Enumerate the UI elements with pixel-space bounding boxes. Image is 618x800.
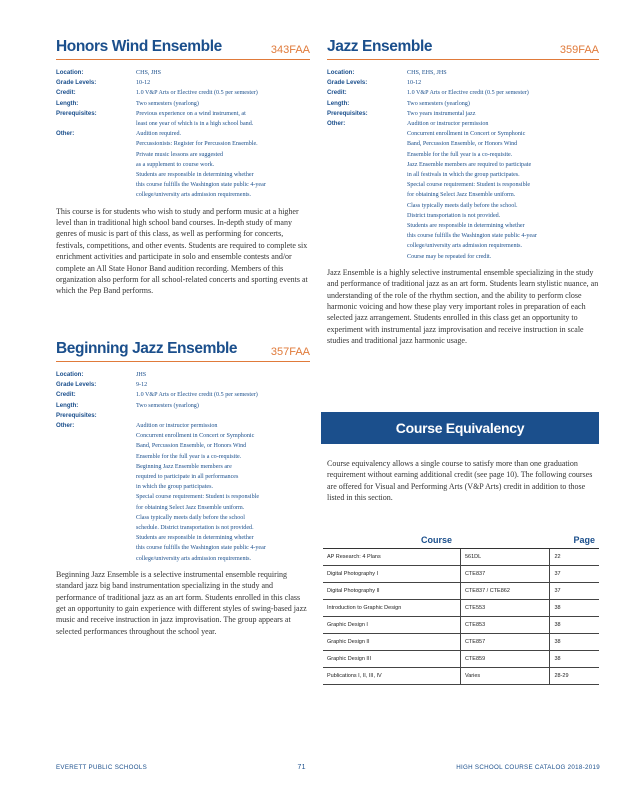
info-line: least one year of which is in a high school band.: [136, 121, 254, 128]
location-label: Location:: [327, 69, 355, 76]
info-line: Jazz Ensemble members are required to participate: [407, 161, 532, 168]
page-cell: 38: [550, 600, 599, 617]
length-label: Length:: [56, 99, 79, 107]
grades-label: Grade Levels:: [56, 381, 97, 389]
left-column-lower: [56, 340, 310, 637]
other-value: [136, 421, 266, 564]
course-description: Beginning Jazz Ensemble is a selective instrumental ensemble requiring standard jazz big band instrumentation specializing in the study and performance of traditional jazz as an art form. Students enrolled in this class get an opportunity to gain experience with different styles of swing-based jazz music and receive instruction in jazz improvisation. The group appears at selected performances throughout the school year.: [56, 569, 307, 636]
info-line: for obtaining Select Jazz Ensemble uniform.: [407, 192, 516, 199]
info-line: Ensemble for the full year is a co-requisite.: [136, 453, 242, 460]
course-code-cell: CTE553: [460, 600, 550, 617]
page-cell: 38: [550, 634, 599, 651]
page-cell: 37: [550, 583, 599, 600]
length-label: Length:: [327, 99, 350, 107]
length-value: Two semesters (yearlong): [407, 100, 470, 107]
length-label: Length:: [56, 401, 79, 409]
honors-wind-header: [56, 38, 310, 60]
course-name: AP Research: 4 Plans: [323, 549, 460, 566]
other-value: [136, 129, 266, 200]
course-equivalency-banner: Course Equivalency: [321, 412, 599, 444]
grades-label: Grade Levels:: [56, 79, 97, 87]
course-title: Honors Wind Ensemble: [56, 38, 222, 55]
info-line: required to participate in all performances: [136, 474, 239, 481]
prereq-label: Prerequisites:: [56, 109, 97, 117]
info-line: Two years instrumental jazz: [407, 110, 476, 117]
info-line: Previous experience on a wind instrument, at: [136, 110, 246, 117]
footer-school-name: EVERETT PUBLIC SCHOOLS: [56, 764, 148, 771]
table-row: [323, 617, 599, 634]
course-code-cell: CTE859: [460, 651, 550, 668]
page-cell: 38: [550, 651, 599, 668]
table-row: [323, 651, 599, 668]
course-name: Graphic Design II: [323, 634, 460, 651]
page-cell: 22: [550, 549, 599, 566]
info-line: District transportation is not provided.: [407, 212, 501, 219]
course-code-cell: CTE857: [460, 634, 550, 651]
credit-label: Credit:: [56, 89, 76, 97]
beginning-jazz-header: [56, 340, 310, 362]
course-code: 343FAA: [270, 44, 310, 56]
course-name: Graphic Design I: [323, 617, 460, 634]
info-line: Percussionists: Register for Percussion Ensemble.: [136, 141, 258, 148]
jazz-ensemble-info: [327, 68, 537, 262]
length-value: Two semesters (yearlong): [136, 100, 199, 107]
honors-wind-info: [56, 68, 266, 201]
info-line: Class typically meets daily before the school.: [407, 202, 518, 209]
footer-catalog-title: HIGH SCHOOL COURSE CATALOG 2018-2019: [456, 764, 600, 771]
info-line: Concurrent enrollment in Concert or Symphonic: [407, 131, 526, 138]
credit-value: 1.0 V&P Arts or Elective credit (0.5 per semester): [136, 392, 258, 399]
length-value: Two semesters (yearlong): [136, 402, 199, 409]
info-line: as a supplement to course work.: [136, 161, 215, 168]
info-line: Students are responsible in determining whether: [136, 535, 254, 542]
course-code: 359FAA: [559, 44, 599, 56]
info-line: Ensemble for the full year is a co-requisite.: [407, 151, 513, 158]
course-name: Digital Photography I: [323, 566, 460, 583]
prereq-value: [407, 109, 537, 119]
table-row: [323, 583, 599, 600]
course-column-header: Course: [323, 532, 550, 549]
table-row: [323, 600, 599, 617]
right-column: [327, 38, 599, 347]
equivalency-description: Course equivalency allows a single course to satisfy more than one graduation requirement without earning additional credit (see page 10). The following courses are offered for Visual and Performing Arts (V&P Arts) credit in addition to those listed in this section.: [327, 459, 593, 503]
prereq-label: Prerequisites:: [56, 411, 97, 419]
info-line: Audition or instructor permission: [407, 121, 489, 128]
credit-value: 1.0 V&P Arts or Elective credit (0.5 per semester): [407, 90, 529, 97]
course-name: Publications I, II, III, IV: [323, 668, 460, 685]
course-name: Digital Photography II: [323, 583, 460, 600]
info-line: [136, 411, 266, 421]
other-value: [407, 119, 537, 262]
course-title: Jazz Ensemble: [327, 38, 433, 55]
course-description: This course is for students who wish to study and perform music at a higher level than in traditional high school band courses. In-depth study of many genres of music is part of this class, as well as performing for concerts, festivals, competitions, and other events. Students are required to complete six enrichment activities and participate in solo and ensemble contests and/or complete an All State Honor Band audition recording. Members of this organization also perform for all school-related concerts and sporting events at which the Pep Band performs.: [56, 206, 308, 296]
course-name: Introduction to Graphic Design: [323, 600, 460, 617]
info-line: Concurrent enrollment in Concert or Symphonic: [136, 433, 255, 440]
credit-label: Credit:: [56, 391, 76, 399]
jazz-ensemble-header: [327, 38, 599, 60]
footer-page-number: 71: [297, 764, 306, 771]
prereq-value: [136, 411, 266, 421]
course-code-cell: CTE837: [460, 566, 550, 583]
info-line: Band, Percussion Ensemble, or Honors Wind: [407, 141, 518, 148]
course-title: Beginning Jazz Ensemble: [56, 340, 238, 357]
beginning-jazz-info: [56, 370, 266, 564]
table-row: [323, 566, 599, 583]
info-line: college/university arts admission requirements.: [136, 192, 252, 199]
grades-value: 10-12: [136, 80, 151, 87]
info-line: Audition required.: [136, 131, 182, 138]
info-line: Audition or instructor permission: [136, 423, 218, 430]
location-label: Location:: [56, 69, 84, 76]
page-cell: 37: [550, 566, 599, 583]
info-line: college/university arts admission requirements.: [407, 243, 523, 250]
info-line: in all festivals in which the group participates.: [407, 172, 520, 179]
info-line: Beginning Jazz Ensemble members are: [136, 463, 232, 470]
course-code-cell: Varies: [460, 668, 550, 685]
location-label: Location:: [56, 371, 84, 378]
info-line: college/university arts admission requirements.: [136, 555, 252, 562]
course-name: Graphic Design III: [323, 651, 460, 668]
table-row: [323, 549, 599, 566]
location-value: CHS, EHS, JHS: [407, 70, 447, 76]
credit-value: 1.0 V&P Arts or Elective credit (0.5 per semester): [136, 90, 258, 97]
info-line: schedule. District transportation is not provided.: [136, 525, 254, 532]
info-line: Students are responsible in determining whether: [407, 223, 525, 230]
info-line: Students are responsible in determining whether: [136, 172, 254, 179]
equivalency-table: [323, 532, 599, 685]
course-description: Jazz Ensemble is a highly selective instrumental ensemble specializing in the study and performance of traditional jazz as an art form. Students learn stylistic nuance, an understanding of the role of the rhythm section, and the ability to perform close harmonic voicing and how these play very important roles in preparation of each selected jazz arrangement. Students enrolled in this class get an opportunity to experiment with instrumental jazz improvisation and receive instruction in scale studies and traditional jazz harmonic usage.: [327, 267, 599, 346]
other-label: Other:: [56, 422, 75, 430]
info-line: Private music lessons are suggested: [136, 151, 223, 158]
course-code-cell: CTE837 / CTE862: [460, 583, 550, 600]
info-line: for obtaining Select Jazz Ensemble uniform.: [136, 504, 245, 511]
credit-label: Credit:: [327, 89, 347, 97]
grades-value: 9-12: [136, 382, 148, 389]
page-cell: 38: [550, 617, 599, 634]
info-line: Band, Percussion Ensemble, or Honors Wind: [136, 443, 247, 450]
info-line: this course fulfills the Washington state public 4-year: [136, 182, 266, 189]
table-row: [323, 668, 599, 685]
location-value: JHS: [136, 372, 147, 378]
table-row: [323, 634, 599, 651]
course-code: 357FAA: [270, 346, 310, 358]
prereq-value: [136, 109, 266, 129]
page-cell: 28-29: [550, 668, 599, 685]
location-value: CHS, JHS: [136, 70, 162, 76]
other-label: Other:: [56, 130, 75, 138]
page-column-header: Page: [550, 532, 599, 549]
info-line: Class typically meets daily before the school: [136, 514, 245, 521]
other-label: Other:: [327, 120, 346, 128]
info-line: in which the group participates.: [136, 484, 213, 491]
info-line: this course fulfills the Washington state public 4-year: [407, 233, 537, 240]
course-code-cell: 561DL: [460, 549, 550, 566]
course-code-cell: CTE853: [460, 617, 550, 634]
info-line: this course fulfills the Washington state public 4-year: [136, 545, 266, 552]
info-line: Special course requirement: Student is responsible: [407, 182, 531, 189]
info-line: Special course requirement: Student is responsible: [136, 494, 260, 501]
grades-label: Grade Levels:: [327, 79, 368, 87]
info-line: Course may be repeated for credit.: [407, 253, 492, 260]
left-column: [56, 38, 310, 297]
prereq-label: Prerequisites:: [327, 109, 368, 117]
grades-value: 10-12: [407, 80, 422, 87]
page-footer: [56, 764, 600, 771]
